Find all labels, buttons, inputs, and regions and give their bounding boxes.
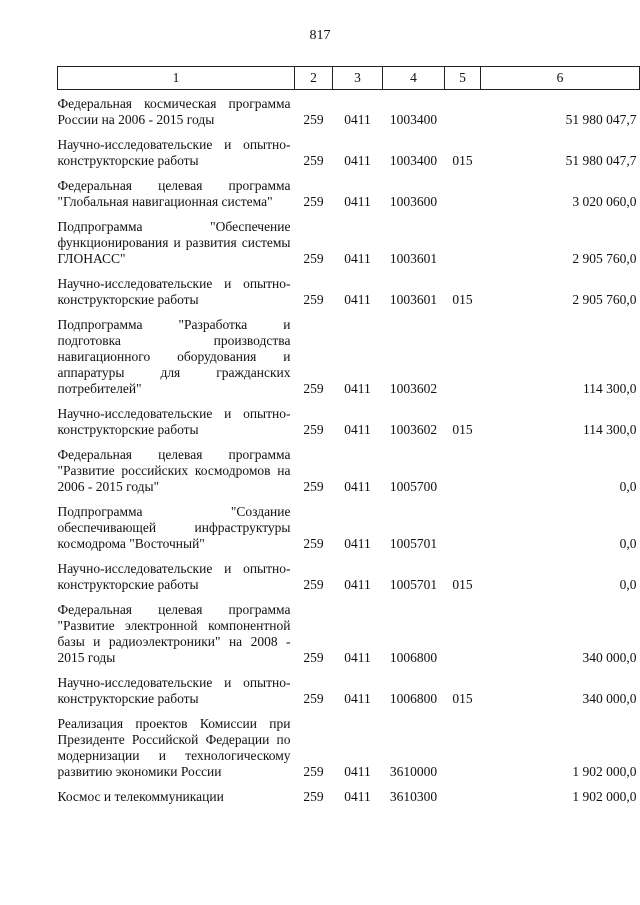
row-code-4: 1003602 <box>389 422 438 437</box>
page-number: 817 <box>309 28 331 43</box>
row-code-4: 1003600 <box>389 194 438 209</box>
row-code-2: 259 <box>303 112 324 127</box>
row-code-2: 259 <box>303 153 324 168</box>
table-header-row <box>58 67 640 90</box>
row-code-3: 0411 <box>344 381 371 396</box>
row-code-4: 1005700 <box>389 479 438 494</box>
row-code-3: 0411 <box>344 536 371 551</box>
row-code-3: 0411 <box>344 650 371 665</box>
row-code-4: 1006800 <box>389 691 438 706</box>
row-code-5 <box>445 210 481 267</box>
row-name: Научно-исследовательские и опытно-конструкторские работы <box>57 561 291 592</box>
row-code-3: 0411 <box>344 479 371 494</box>
column-header-2: 2 <box>295 67 333 90</box>
row-code-4: 1003602 <box>389 381 438 396</box>
row-name: Реализация проектов Комиссии при Президенте Российской Федерации по модернизации и технологическому развитию экономики России <box>57 716 291 779</box>
row-code-4: 1005701 <box>389 577 438 592</box>
table-row <box>58 593 640 666</box>
row-code-3: 0411 <box>344 422 371 437</box>
row-code-4: 3610300 <box>389 789 438 804</box>
row-amount: 340 000,0 <box>582 650 637 665</box>
row-code-4: 3610000 <box>389 764 438 779</box>
row-code-5: 015 <box>452 577 473 592</box>
row-name: Научно-исследовательские и опытно-конструкторские работы <box>57 137 291 168</box>
row-code-3: 0411 <box>344 764 371 779</box>
row-code-2: 259 <box>303 789 324 804</box>
row-code-5 <box>445 707 481 780</box>
table-row <box>58 666 640 707</box>
row-name: Научно-исследовательские и опытно-конструкторские работы <box>57 276 291 307</box>
row-code-3: 0411 <box>344 691 371 706</box>
row-code-4: 1003601 <box>389 292 438 307</box>
row-name: Подпрограмма "Разработка и подготовка производства навигационного оборудования и аппаратуры для гражданских потребителей" <box>57 317 291 396</box>
row-amount: 1 902 000,0 <box>572 789 637 804</box>
row-amount: 114 300,0 <box>583 422 637 437</box>
row-code-4: 1003400 <box>389 112 438 127</box>
row-amount: 2 905 760,0 <box>572 251 637 266</box>
row-amount: 2 905 760,0 <box>572 292 637 307</box>
table-row <box>58 495 640 552</box>
row-code-2: 259 <box>303 691 324 706</box>
budget-table <box>57 66 640 805</box>
row-amount: 0,0 <box>619 479 637 494</box>
row-name: Федеральная целевая программа "Развитие электронной компонентной базы и радиоэлектроники" на 2008 - 2015 годы <box>57 602 291 665</box>
row-amount: 3 020 060,0 <box>572 194 637 209</box>
row-name: Подпрограмма "Создание обеспечивающей инфраструктуры космодрома "Восточный" <box>57 504 291 551</box>
row-name: Подпрограмма "Обеспечение функционирования и развития системы ГЛОНАСС" <box>57 219 291 266</box>
row-amount: 1 902 000,0 <box>572 764 637 779</box>
row-name: Федеральная космическая программа России на 2006 - 2015 годы <box>57 96 291 127</box>
table-row <box>58 308 640 397</box>
column-header-5: 5 <box>445 67 481 90</box>
table-row <box>58 128 640 169</box>
column-header-3: 3 <box>333 67 383 90</box>
row-amount: 0,0 <box>619 536 637 551</box>
row-code-2: 259 <box>303 292 324 307</box>
row-code-5 <box>445 438 481 495</box>
row-code-2: 259 <box>303 194 324 209</box>
table-row <box>58 438 640 495</box>
row-code-5: 015 <box>452 153 473 168</box>
row-code-4: 1003601 <box>389 251 438 266</box>
table-row <box>58 267 640 308</box>
row-code-4: 1006800 <box>389 650 438 665</box>
table-row <box>58 210 640 267</box>
row-amount: 51 980 047,7 <box>565 112 637 127</box>
row-amount: 51 980 047,7 <box>565 153 637 168</box>
row-code-2: 259 <box>303 251 324 266</box>
table-row <box>58 552 640 593</box>
row-code-2: 259 <box>303 536 324 551</box>
row-name: Федеральная целевая программа "Глобальная навигационная система" <box>57 178 291 209</box>
row-code-3: 0411 <box>344 292 371 307</box>
column-header-1: 1 <box>58 67 295 90</box>
table-row <box>58 707 640 780</box>
row-code-5: 015 <box>452 292 473 307</box>
row-code-3: 0411 <box>344 577 371 592</box>
row-amount: 0,0 <box>619 577 637 592</box>
row-code-3: 0411 <box>344 251 371 266</box>
row-code-3: 0411 <box>344 153 371 168</box>
row-code-5 <box>445 90 481 129</box>
row-code-2: 259 <box>303 577 324 592</box>
row-code-2: 259 <box>303 381 324 396</box>
row-code-5: 015 <box>452 691 473 706</box>
row-code-3: 0411 <box>344 112 371 127</box>
row-code-2: 259 <box>303 422 324 437</box>
column-header-6: 6 <box>481 67 640 90</box>
row-amount: 340 000,0 <box>582 691 637 706</box>
row-code-4: 1003400 <box>389 153 438 168</box>
row-code-2: 259 <box>303 650 324 665</box>
row-name: Научно-исследовательские и опытно-конструкторские работы <box>57 675 291 706</box>
table-row <box>58 90 640 129</box>
table-row <box>58 397 640 438</box>
row-amount: 114 300,0 <box>583 381 637 396</box>
row-code-5 <box>445 780 481 805</box>
row-name: Научно-исследовательские и опытно-конструкторские работы <box>57 406 291 437</box>
row-code-5 <box>445 169 481 210</box>
row-code-5: 015 <box>452 422 473 437</box>
table-row <box>58 169 640 210</box>
row-code-4: 1005701 <box>389 536 438 551</box>
row-code-3: 0411 <box>344 194 371 209</box>
column-header-4: 4 <box>383 67 445 90</box>
table-row <box>58 780 640 805</box>
row-code-3: 0411 <box>344 789 371 804</box>
row-name: Космос и телекоммуникации <box>57 789 224 804</box>
row-code-5 <box>445 593 481 666</box>
row-name: Федеральная целевая программа "Развитие российских космодромов на 2006 - 2015 годы" <box>57 447 291 494</box>
row-code-5 <box>445 308 481 397</box>
row-code-2: 259 <box>303 764 324 779</box>
row-code-5 <box>445 495 481 552</box>
row-code-2: 259 <box>303 479 324 494</box>
